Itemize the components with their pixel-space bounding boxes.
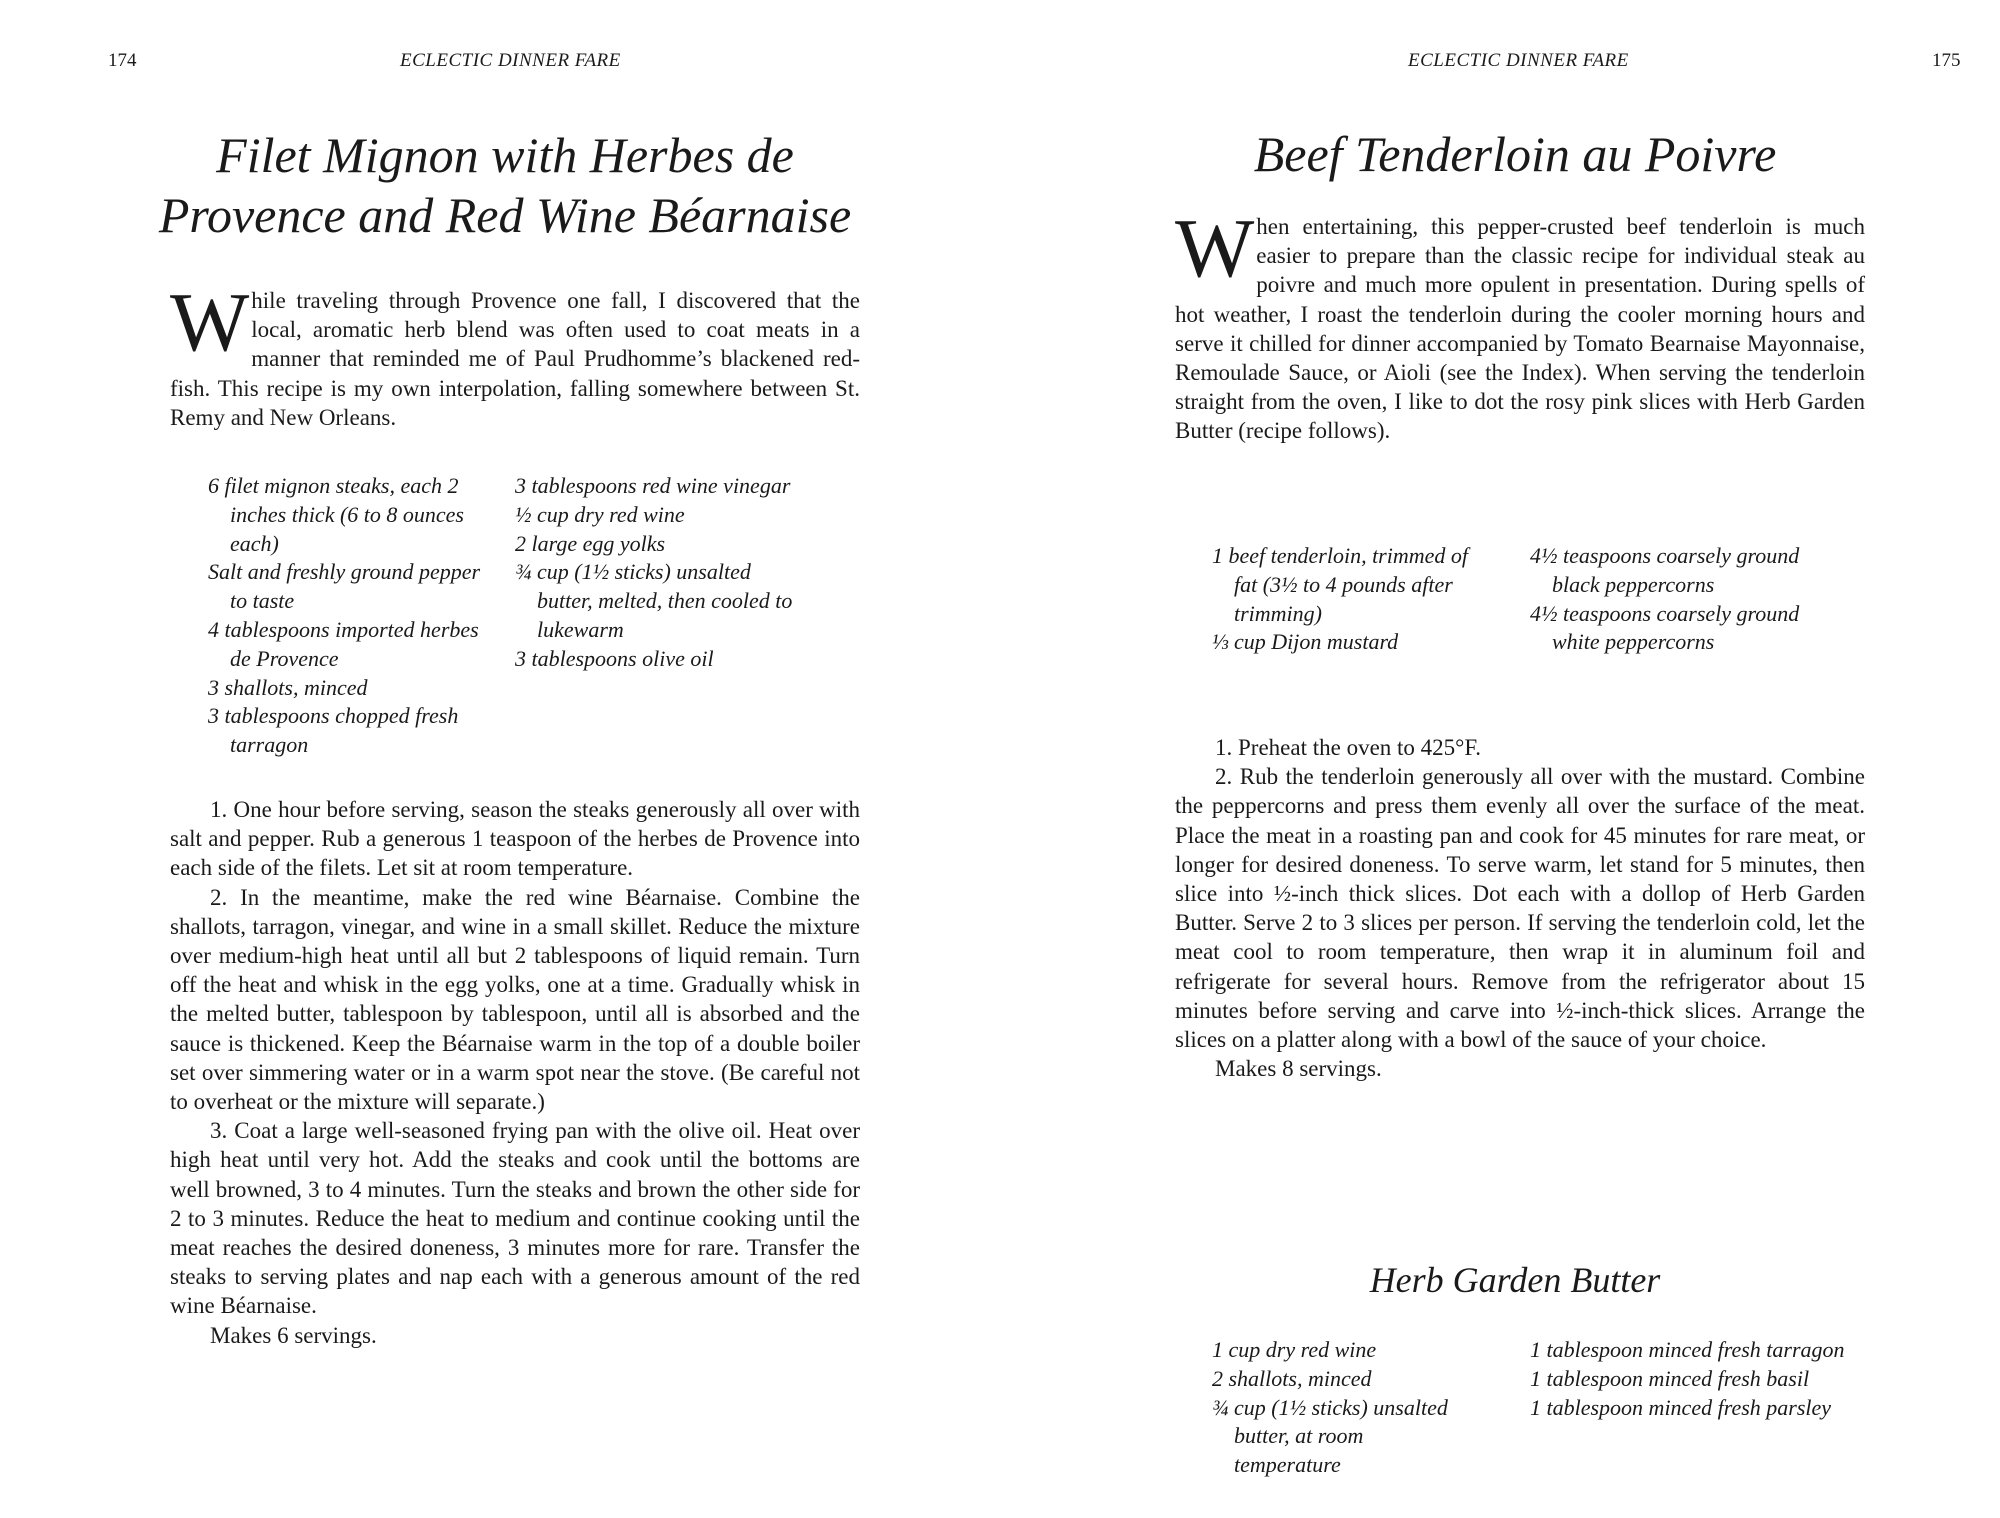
ingredient-item: ¾ cup (1½ sticks) unsalted butter, melted, then cooled to lukewarm [515, 559, 793, 642]
ingredient-item: ½ cup dry red wine [515, 501, 685, 527]
method-step: 1. Preheat the oven to 425°F. [1215, 735, 1482, 760]
ingredient-item: 1 cup dry red wine [1212, 1337, 1377, 1362]
drop-cap: W [170, 276, 250, 369]
running-head: ECLECTIC DINNER FARE [1408, 50, 1629, 71]
method-step: 3. Coat a large well-seasoned frying pan with the olive oil. Heat over high heat until very hot. Add the steaks and cook until the bottoms are well browned, 3 to 4 minutes. Turn the steaks and brown the other side for 2 to 3 minutes. Reduce the heat to medium and continue cooking until the meat reaches the desired doneness, 3 minutes more for rare. Transfer the steaks to serving plates and nap each with a generous amount of the red wine Béarnaise. [170, 1118, 860, 1319]
ingredients-column-2 [515, 472, 805, 674]
ingredient-item: Salt and freshly ground pepper to taste [208, 559, 481, 614]
ingredient-item: 3 tablespoons olive oil [515, 645, 714, 671]
ingredients-column-1 [1212, 542, 1492, 657]
ingredients-column-1 [208, 472, 488, 760]
drop-cap: W [1175, 202, 1255, 295]
ingredient-item: 1 tablespoon minced fresh basil [1530, 1365, 1810, 1391]
recipe-method [170, 795, 860, 1350]
recipe-title-line-1: Filet Mignon with Herbes de [216, 127, 794, 183]
recipe-method [1175, 733, 1865, 1083]
method-step: 1. One hour before serving, season the steaks generously all over with salt and pepper. Rub a generous 1 teaspoon of the herbes de Provence into each side of the filets. Let sit at room temperature. [170, 797, 860, 881]
ingredients-column-2 [1530, 542, 1850, 657]
ingredient-item: 2 shallots, minced [1212, 1365, 1372, 1391]
ingredient-item: ⅓ cup Dijon mustard [1212, 629, 1399, 655]
recipe-title [140, 125, 870, 245]
ingredient-item: 4½ teaspoons coarsely ground white peppercorns [1530, 600, 1800, 655]
subrecipe-title: Herb Garden Butter [1369, 1260, 1661, 1300]
page-number: 174 [108, 50, 137, 71]
ingredient-item: 3 shallots, minced [208, 674, 368, 700]
ingredient-item: 3 tablespoons chopped fresh tarragon [208, 703, 459, 758]
method-step: 2. In the meantime, make the red wine Béarnaise. Combine the shallots, tarragon, vinegar, and wine in a small skillet. Reduce the mixture over medium-high heat until all but 2 tablespoons of liquid remain. Turn off the heat and whisk in the egg yolks, one at a time. Gradually whisk in the melted butter, tablespoon by tablespoon, until all is absorbed and the sauce is thickened. Keep the Béarnaise warm in the top of a double boiler set over simmering water or in a warm spot near the stove. (Be careful not to overheat or the mixture will separate.) [170, 884, 860, 1115]
ingredient-item: 3 tablespoons red wine vinegar [515, 473, 791, 498]
ingredient-item: 4½ teaspoons coarsely ground black peppercorns [1530, 543, 1800, 597]
recipe-intro [170, 276, 860, 432]
page-number: 175 [1932, 50, 1961, 71]
intro-text: hile traveling through Provence one fall, I discovered that the local, aromatic herb blend was often used to coat meats in a manner that reminded me of Paul Prudhomme’s blackened red-fish. This recipe is my own interpolation, falling somewhere between St. Remy and New Orleans. [170, 288, 860, 430]
subrecipe-ingredients-column-2 [1530, 1336, 1890, 1422]
ingredient-item: ¾ cup (1½ sticks) unsalted butter, at room temperature [1212, 1394, 1448, 1478]
recipe-intro [1175, 202, 1865, 446]
recipe-title-line-2: Provence and Red Wine Béarnaise [158, 187, 852, 243]
recipe-title: Beef Tenderloin au Poivre [1253, 126, 1777, 182]
right-page [1000, 0, 2000, 1518]
ingredient-item: 4 tablespoons imported herbes de Provence [208, 616, 479, 671]
intro-text: hen entertaining, this pepper-crusted beef tenderloin is much easier to prepare than the classic recipe for individual steak au poivre and much more opulent in presentation. During spells of hot weather, I roast the tenderloin during the cooler morning hours and serve it chilled for dinner accompanied by Tomato Bearnaise Mayonnaise, Remoulade Sauce, or Aioli (see the Index). When serving the tenderloin straight from the oven, I like to dot the rosy pink slices with Herb Garden Butter (recipe follows). [1175, 214, 1865, 444]
ingredient-item: 1 beef tenderloin, trimmed of fat (3½ to 4 pounds after trimming) [1212, 543, 1469, 626]
recipe-yield: Makes 8 servings. [1215, 1056, 1382, 1082]
running-head: ECLECTIC DINNER FARE [400, 50, 621, 71]
recipe-yield: Makes 6 servings. [210, 1322, 377, 1348]
ingredient-item: 1 tablespoon minced fresh parsley [1530, 1394, 1832, 1420]
ingredient-item: 1 tablespoon minced fresh tarragon [1530, 1337, 1845, 1362]
ingredient-item: 2 large egg yolks [515, 530, 666, 556]
subrecipe-ingredients-column-1 [1212, 1336, 1472, 1480]
method-step: 2. Rub the tenderloin generously all over with the mustard. Combine the peppercorns and press them evenly all over the surface of the meat. Place the meat in a roasting pan and cook for 45 minutes for rare meat, or longer for desired doneness. To serve warm, let stand for 5 minutes, then slice into ½-inch thick slices. Dot each with a dollop of Herb Garden Butter. Serve 2 to 3 slices per person. If serving the tenderloin cold, let the meat cool to room temperature, then wrap it in aluminum foil and refrigerate for several hours. Remove from the refrigerator about 15 minutes before serving and carve into ½-inch-thick slices. Arrange the slices on a platter along with a bowl of the sauce of your choice. [1175, 764, 1865, 1053]
ingredient-item: 6 filet mignon steaks, each 2 inches thick (6 to 8 ounces each) [208, 473, 464, 556]
